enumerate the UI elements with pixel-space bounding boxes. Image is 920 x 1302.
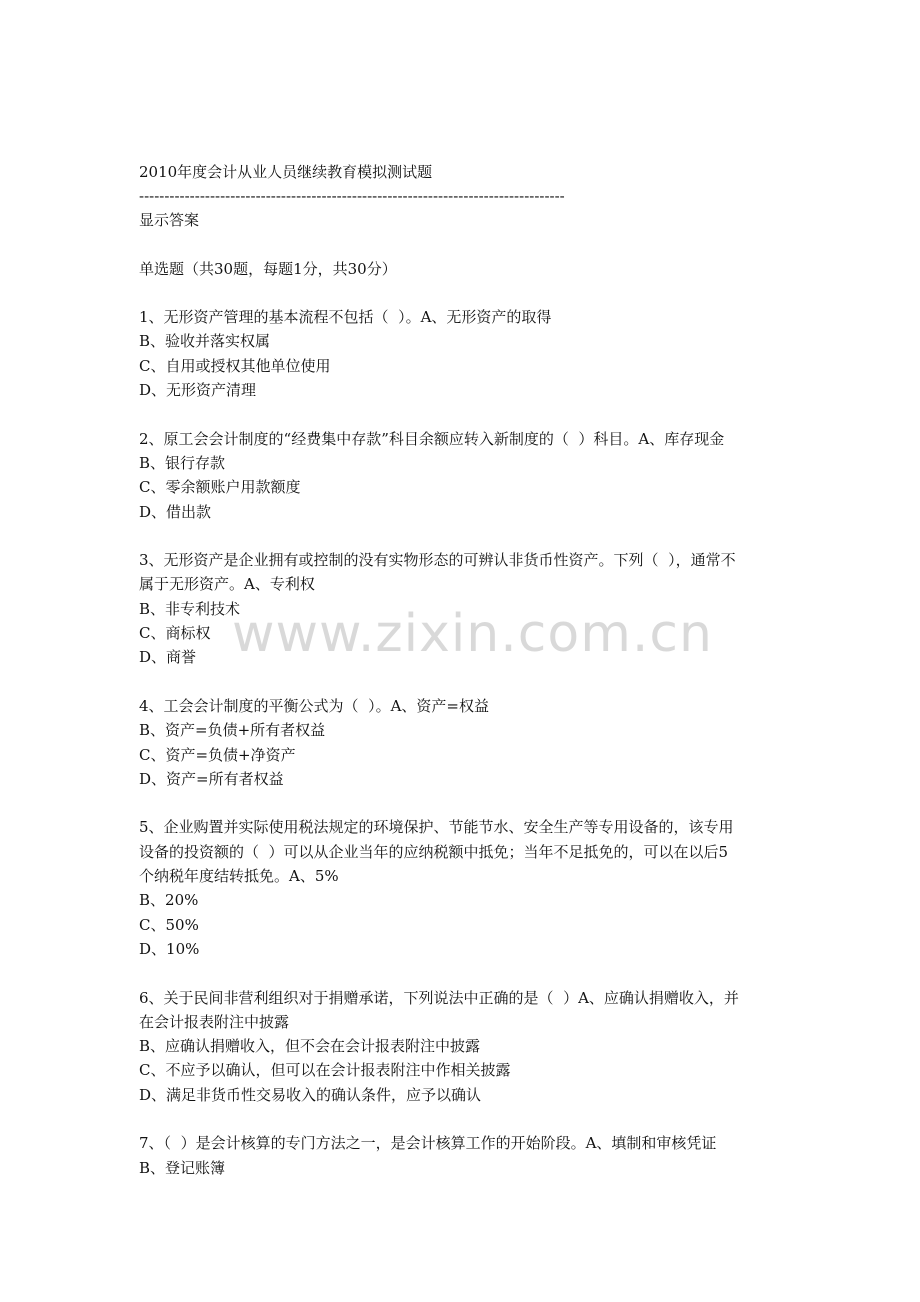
spacer	[139, 232, 799, 256]
question-text-cont: 属于无形资产。A、专利权	[139, 575, 315, 594]
spacer	[139, 402, 799, 426]
option-b: B、非专利技术	[139, 599, 241, 618]
question-text-cont: 个纳税年度结转抵免。A、5%	[139, 867, 339, 886]
section-header: 单选题（共30题，每题1分，共30分）	[139, 259, 397, 278]
option-d: D、10%	[139, 939, 200, 958]
option-c: C、自用或授权其他单位使用	[139, 356, 331, 375]
option-b: B、应确认捐赠收入，但不会在会计报表附注中披露	[139, 1037, 481, 1056]
question-item	[139, 305, 799, 426]
question-text-cont: 在会计报表附注中披露	[139, 1012, 290, 1031]
option-c: C、商标权	[139, 624, 211, 643]
option-b: B、20%	[139, 891, 199, 910]
spacer	[139, 524, 799, 548]
document-page	[139, 160, 799, 1180]
question-item	[139, 1131, 799, 1180]
spacer	[139, 961, 799, 985]
question-item	[139, 986, 799, 1132]
option-d: D、商誉	[139, 648, 197, 667]
question-item	[139, 815, 799, 985]
option-d: D、资产=所有者权益	[139, 769, 284, 788]
option-c: C、零余额账户用款额度	[139, 478, 301, 497]
question-text: 5、企业购置并实际使用税法规定的环境保护、节能节水、安全生产等专用设备的，该专用	[139, 818, 734, 837]
question-text: 3、无形资产是企业拥有或控制的没有实物形态的可辨认非货币性资产。下列（ ），通常不	[139, 551, 736, 570]
question-text-cont: 设备的投资额的（ ）可以从企业当年的应纳税额中抵免；当年不足抵免的，可以在以后5	[139, 842, 729, 861]
spacer	[139, 791, 799, 815]
spacer	[139, 281, 799, 305]
option-b: B、登记账簿	[139, 1158, 226, 1177]
question-text: 2、原工会会计制度的“经费集中存款”科目余额应转入新制度的（ ）科目。A、库存现金	[139, 429, 725, 448]
question-item	[139, 427, 799, 548]
watermark-text: www.zixin.com.cn	[232, 604, 713, 664]
option-c: C、50%	[139, 915, 199, 934]
show-answer-link[interactable]: 显示答案	[139, 211, 200, 229]
option-d: D、借出款	[139, 502, 212, 521]
option-d: D、满足非货币性交易收入的确认条件，应予以确认	[139, 1085, 482, 1104]
spacer	[139, 670, 799, 694]
question-text: 7、（ ）是会计核算的专门方法之一，是会计核算工作的开始阶段。A、填制和审核凭证	[139, 1134, 717, 1153]
option-b: B、资产=负债+所有者权益	[139, 721, 326, 740]
document-title: 2010年度会计从业人员继续教育模拟测试题	[139, 163, 433, 181]
question-text: 1、无形资产管理的基本流程不包括（ ）。A、无形资产的取得	[139, 308, 552, 327]
question-text: 4、工会会计制度的平衡公式为（ ）。A、资产=权益	[139, 696, 489, 715]
spacer	[139, 1107, 799, 1131]
option-d: D、无形资产清理	[139, 381, 257, 400]
divider-rule: ------------------------------------------------------------------------------------	[139, 187, 565, 205]
option-b: B、银行存款	[139, 453, 226, 472]
question-list	[139, 305, 799, 1180]
option-b: B、验收并落实权属	[139, 332, 271, 351]
option-c: C、资产=负债+净资产	[139, 745, 296, 764]
question-item	[139, 694, 799, 815]
question-text: 6、关于民间非营利组织对于捐赠承诺，下列说法中正确的是（ ）A、应确认捐赠收入，并	[139, 988, 739, 1007]
question-item	[139, 548, 799, 694]
option-c: C、不应予以确认，但可以在会计报表附注中作相关披露	[139, 1061, 511, 1080]
